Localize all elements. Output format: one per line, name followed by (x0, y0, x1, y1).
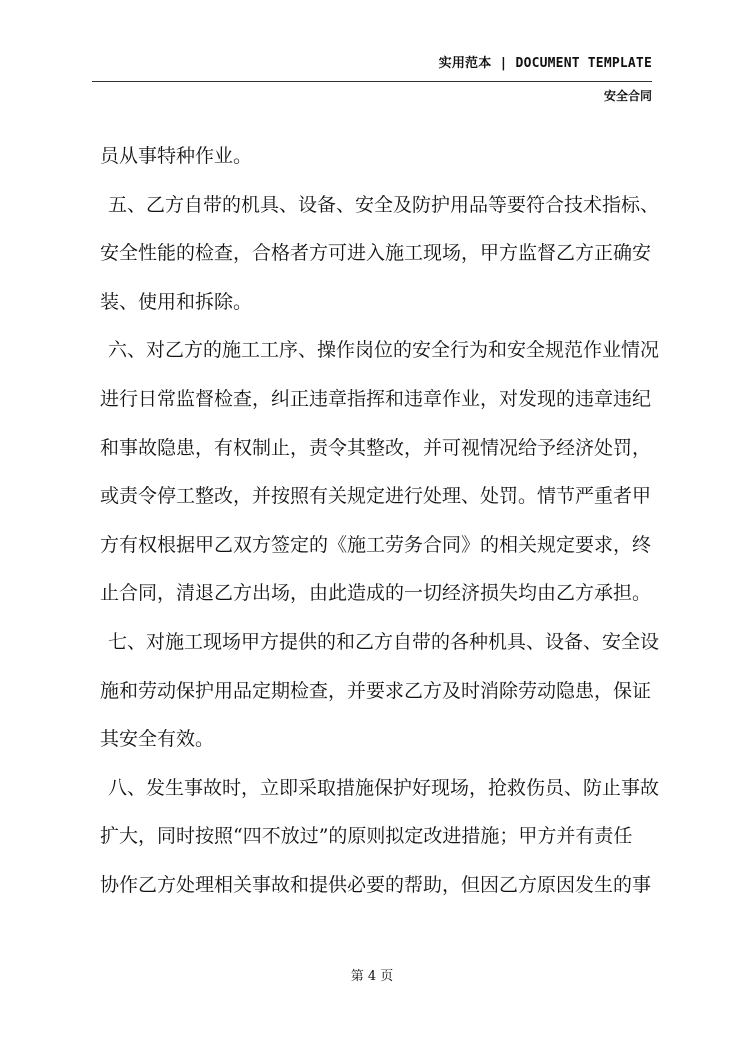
header-title: 实用范本 | DOCUMENT TEMPLATE (438, 56, 652, 71)
body-line: 方有权根据甲乙双方签定的《施工劳务合同》的相关规定要求，终 (100, 533, 652, 556)
body-line: 八、发生事故时，立即采取措施保护好现场，抢救伤员、防止事故 (108, 776, 660, 799)
page-number: 第 4 页 (350, 969, 394, 984)
header-divider (92, 81, 652, 82)
body-line: 进行日常监督检查，纠正违章指挥和违章作业，对发现的违章违纪 (100, 387, 652, 410)
body-line: 其安全有效。 (100, 728, 215, 751)
header-subtitle: 安全合同 (603, 89, 652, 103)
body-line: 施和劳动保护用品定期检查，并要求乙方及时消除劳动隐患，保证 (100, 679, 652, 702)
body-line: 止合同，清退乙方出场，由此造成的一切经济损失均由乙方承担。 (100, 582, 652, 605)
body-line: 五、乙方自带的机具、设备、安全及防护用品等要符合技术指标、 (108, 193, 660, 216)
body-line: 扩大，同时按照“四不放过”的原则拟定改进措施；甲方并有责任 (100, 825, 633, 848)
body-line: 七、对施工现场甲方提供的和乙方自带的各种机具、设备、安全设 (108, 630, 660, 653)
body-line: 协作乙方处理相关事故和提供必要的帮助，但因乙方原因发生的事 (100, 873, 652, 896)
body-line: 或责令停工整改，并按照有关规定进行处理、处罚。情节严重者甲 (100, 485, 652, 508)
body-line: 六、对乙方的施工工序、操作岗位的安全行为和安全规范作业情况 (108, 339, 660, 362)
body-line: 员从事特种作业。 (100, 145, 253, 167)
document-body (100, 140, 660, 918)
body-line: 和事故隐患，有权制止，责令其整改，并可视情况给予经济处罚， (100, 436, 652, 459)
body-line: 安全性能的检查，合格者方可进入施工现场，甲方监督乙方正确安 (100, 242, 652, 265)
body-line: 装、使用和拆除。 (100, 290, 253, 313)
